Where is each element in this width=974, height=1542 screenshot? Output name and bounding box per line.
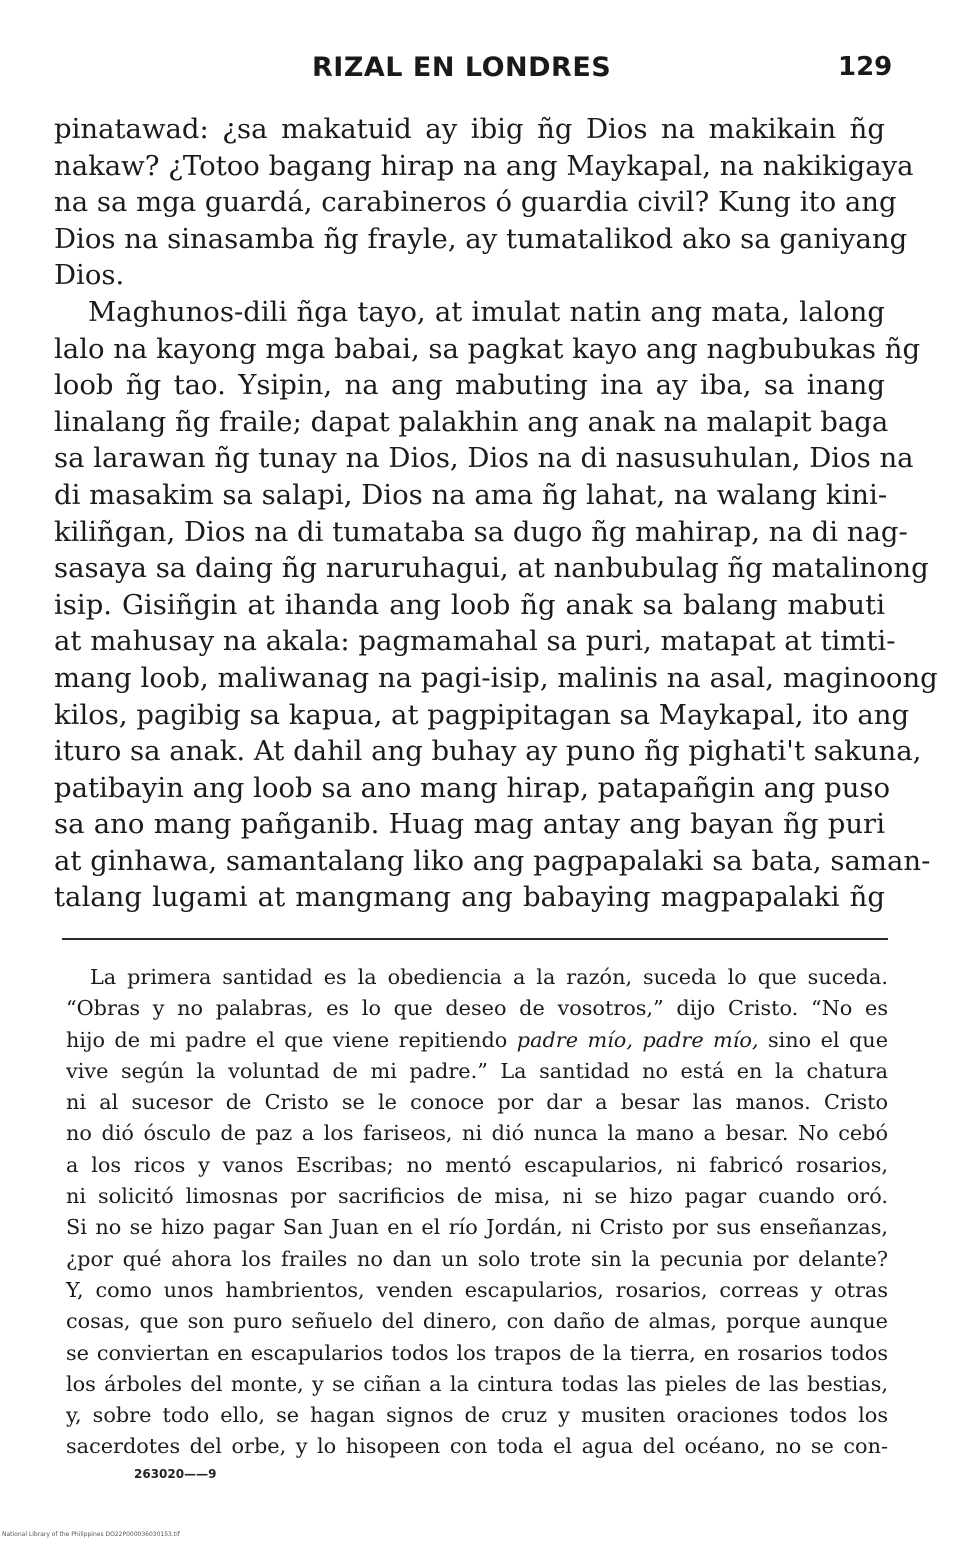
text-line: sa ano mang pañganib. Huag mag antay ang bayan ñg puri: [54, 808, 885, 841]
text-line: mang loob, maliwanag na pagi-isip, malinis na asal, maginoong: [54, 661, 938, 694]
text-line: talang lugami at mangmang ang babaying magpapalaki ñg: [54, 881, 885, 914]
text-line: lalo na kayong mga babai, sa pagkat kayo ang nagbubukas ñg: [54, 332, 921, 365]
footnote-line: a los ricos y vanos Escribas; no mentó escapularios, ni fabricó rosarios,: [66, 1152, 888, 1177]
footnote-text: sino el que: [758, 1027, 889, 1052]
running-title: RIZAL EN LONDRES: [312, 52, 612, 83]
text-line: Dios na sinasamba ñg frayle, ay tumatalikod ako sa ganiyang: [54, 222, 908, 255]
text-line: at mahusay na akala: pagmamahal sa puri, matapat at timti-: [54, 625, 896, 658]
text-line: loob ñg tao. Ysipin, na ang mabuting ina ay iba, sa inang: [54, 369, 885, 402]
footnote-italic: padre mío, padre mío,: [516, 1027, 759, 1052]
footnote-line: Si no se hizo pagar San Juan en el río Jordán, ni Cristo por sus enseñanzas,: [66, 1215, 888, 1240]
text-line: di masakim sa salapi, Dios na ama ñg lahat, na walang kini-: [54, 478, 888, 511]
text-line: Dios.: [54, 259, 125, 292]
footnote-line: ni al sucesor de Cristo se le conoce por dar a besar las manos. Cristo: [66, 1090, 888, 1115]
scan-footer: National Library of the Philippines DO22P000036030153.tif: [2, 1531, 180, 1538]
running-header: [0, 50, 974, 90]
text-line: at ginhawa, samantalang liko ang pagpapalaki sa bata, saman-: [54, 844, 931, 877]
footnote-line: [66, 1025, 888, 1056]
text-line: linalang ñg fraile; dapat palakhin ang anak na malapit baga: [54, 405, 889, 438]
main-text: [54, 111, 938, 916]
footnote-line: y, sobre todo ello, se hagan signos de cruz y musiten oraciones todos los: [66, 1403, 888, 1428]
footnote-line: vive según la voluntad de mi padre.” La santidad no está en la chatura: [66, 1058, 888, 1083]
footnote-line: “Obras y no palabras, es lo que deseo de vosotros,” dijo Cristo. “No es: [66, 996, 888, 1021]
page-number: 129: [838, 52, 893, 82]
footnote-line: sacerdotes del orbe, y lo hisopeen con toda el agua del océano, no se con-: [66, 1434, 888, 1459]
footnote-line: cosas, que son puro señuelo del dinero, con daño de almas, porque aunque: [66, 1309, 888, 1334]
footnote-line: los árboles del monte, y se ciñan a la cintura todas las pieles de las bestias,: [66, 1371, 888, 1396]
text-line: Maghunos-dili ñga tayo, at imulat natin ang mata, lalong: [88, 295, 885, 328]
text-line: isip. Gisiñgin at ihanda ang loob ñg anak sa balang mabuti: [54, 588, 885, 621]
footnote-line: ni solicitó limosnas por sacrificios de misa, ni se hizo pagar cuando oró.: [66, 1184, 888, 1209]
footnote-line: Y, como unos hambrientos, venden escapularios, rosarios, correas y otras: [66, 1277, 888, 1302]
footnote-text: hijo de mi padre el que viene repitiendo: [66, 1027, 517, 1052]
text-line: sasaya sa daing ñg naruruhagui, at nanbubulag ñg matalinong: [54, 552, 929, 585]
text-line: nakaw? ¿Totoo bagang hirap na ang Maykapal, na nakikigaya: [54, 149, 914, 182]
text-line: patibayin ang loob sa ano mang hirap, patapañgin ang puso: [54, 771, 891, 804]
text-line: na sa mga guardá, carabineros ó guardia civil? Kung ito ang: [54, 186, 897, 219]
footnote-line: no dió ósculo de paz a los fariseos, ni dió nunca la mano a besar. No cebó: [66, 1121, 888, 1146]
text-line: ituro sa anak. At dahil ang buhay ay puno ñg pighati't sakuna,: [54, 735, 922, 768]
footnote-divider: [62, 938, 888, 940]
text-line: kiliñgan, Dios na di tumataba sa dugo ñg mahirap, na di nag-: [54, 515, 908, 548]
text-line: sa larawan ñg tunay na Dios, Dios na di nasusuhulan, Dios na: [54, 442, 914, 475]
footnote-line: se conviertan en escapularios todos los trapos de la tierra, en rosarios todos: [66, 1340, 888, 1365]
text-line: pinatawad: ¿sa makatuid ay ibig ñg Dios na makikain ñg: [54, 113, 885, 145]
footnote: [66, 962, 888, 1463]
footnote-line: ¿por qué ahora los frailes no dan un solo trote sin la pecunia por delante?: [66, 1246, 888, 1271]
text-line: kilos, pagibig sa kapua, at pagpipitagan sa Maykapal, ito ang: [54, 698, 910, 731]
footnote-line: La primera santidad es la obediencia a la razón, suceda lo que suceda.: [90, 965, 888, 989]
printer-signature-mark: 263020——9: [134, 1467, 217, 1481]
